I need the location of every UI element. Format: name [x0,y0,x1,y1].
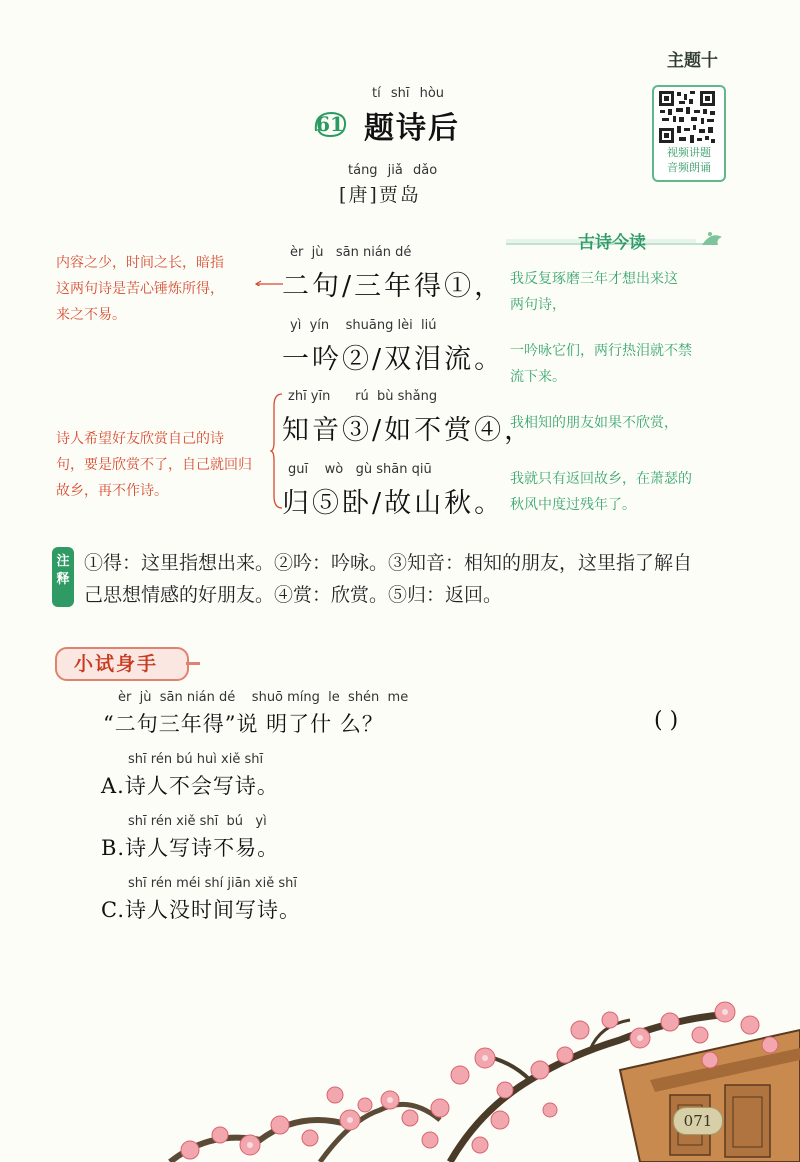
qr-label-video: 视频讲题 [667,146,711,159]
option-a[interactable]: A.诗人不会写诗。 [101,774,279,798]
poem-line-3: 知音③/如不赏④， [282,415,535,446]
side-note-2: 诗人希望好友欣赏自己的诗 句，要是欣赏不了，自己就回归 故乡，再不作诗。 [56,431,252,499]
plum-blossom-illustration [150,1000,800,1162]
poem-author: [唐]贾岛 [339,184,421,206]
practice-title: 小试身手 [74,653,159,675]
modern-reading-para-2: 一吟咏它们，两行热泪就不禁 流下来。 [510,343,692,385]
poem-line-4: 归⑤卧/故山秋。 [282,488,505,519]
answer-blank[interactable]: ( ) [654,708,679,733]
poem-line-2-pinyin: yì yín shuāng lèi liú [290,318,437,333]
modern-reading-para-3: 我相知的朋友如果不欣赏， [510,415,678,431]
lesson-number-badge [312,109,348,139]
practice-title-decoration [186,662,200,665]
notes-badge: 注 释 [52,547,74,607]
option-b-pinyin: shī rén xiě shī bú yì [128,814,267,829]
arrow-left-icon [253,278,283,286]
option-c-pinyin: shī rén méi shí jiān xiě shī [128,876,297,891]
option-b[interactable]: B.诗人写诗不易。 [101,836,280,860]
title-pinyin: tí shī hòu [372,86,445,101]
option-c[interactable]: C.诗人没时间写诗。 [101,898,301,922]
poem-line-1: 二句/三年得①， [282,271,505,302]
notes-line-1: ①得：这里指想出来。②吟：吟咏。③知音：相知的朋友，这里指了解自 [84,552,693,574]
page-number: 071 [673,1107,723,1135]
lesson-number: 61 [316,112,344,136]
notes-text [84,547,729,611]
option-a-pinyin: shī rén bú huì xiě shī [128,752,264,767]
theme-label: 主题十 [667,51,718,71]
modern-reading-para-1: 我反复琢磨三年才想出来这 两句诗， [510,271,678,313]
qr-code-icon[interactable] [657,89,717,145]
poem-line-1-pinyin: èr jù sān nián dé [290,245,412,260]
notes-line-2: 己思想情感的好朋友。④赏：欣赏。⑤归：返回。 [84,584,503,606]
question-text: “二句三年得”说 明了什 么？ [103,712,384,736]
modern-reading-title: 古诗今读 [578,233,646,253]
poem-line-3-pinyin: zhī yīn rú bù shǎng [288,389,438,404]
poem-line-4-pinyin: guī wò gù shān qiū [288,462,432,477]
qr-label-audio: 音频朗诵 [667,161,711,174]
poem-title: 题诗后 [364,111,460,146]
side-note-1: 内容之少，时间之长，暗指 这两句诗是苦心锤炼所得， 来之不易。 [56,255,224,323]
modern-reading-para-4: 我就只有返回故乡，在萧瑟的 秋风中度过残年了。 [510,471,692,513]
author-pinyin: táng jiǎ dǎo [348,163,438,178]
question-pinyin: èr jù sān nián dé shuō míng le shén me [118,690,409,705]
poem-line-2: 一吟②/双泪流。 [282,344,505,375]
